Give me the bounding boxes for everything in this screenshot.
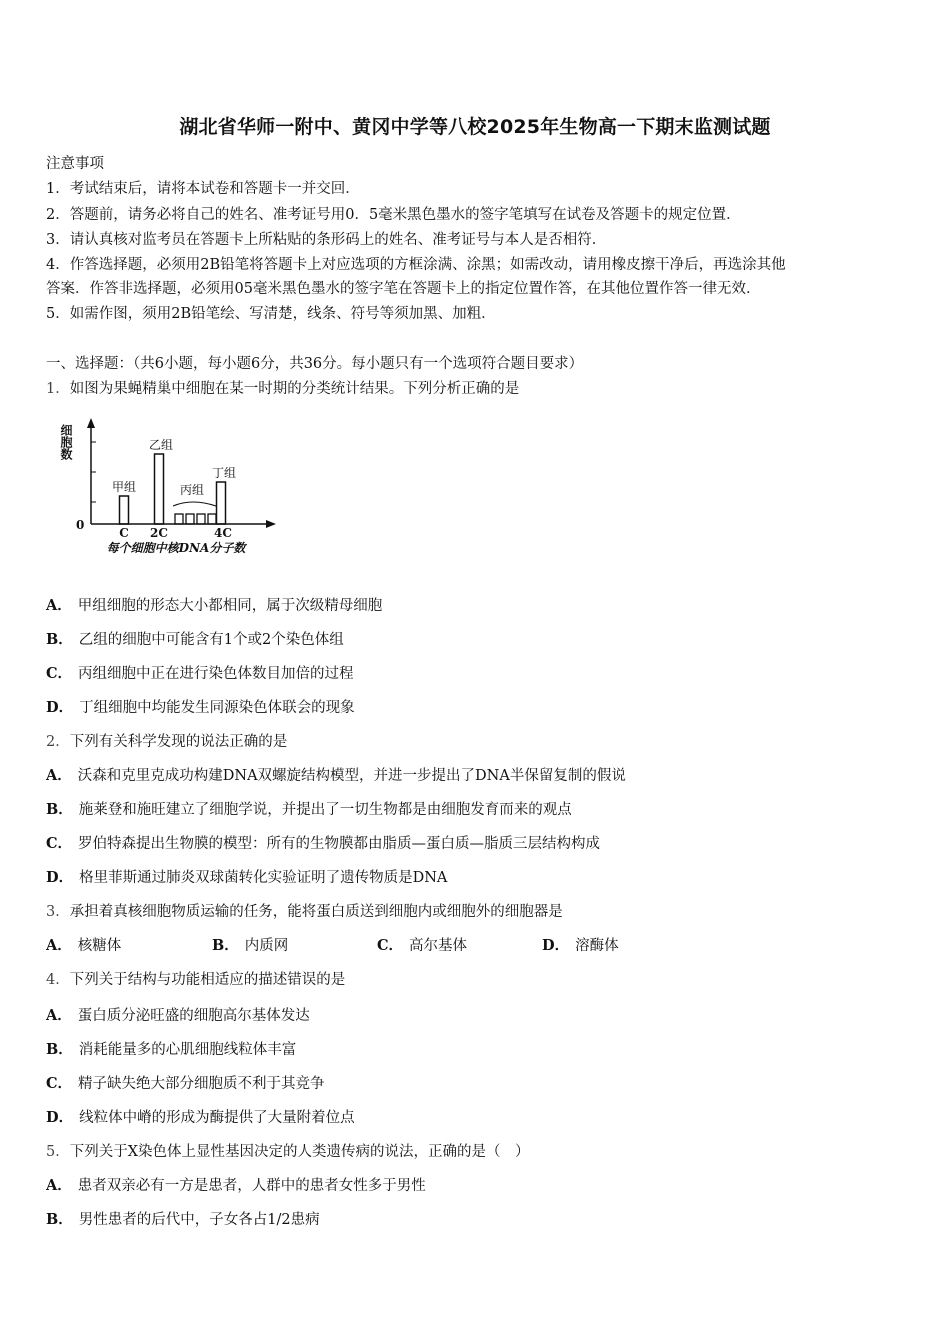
bar-bing-brace xyxy=(173,502,216,506)
option-key: A． xyxy=(46,1177,72,1194)
bar-bing xyxy=(208,514,216,524)
option-text: 施莱登和施旺建立了细胞学说，并提出了一切生物都是由细胞发育而来的观点 xyxy=(78,802,572,818)
option-key: B． xyxy=(46,801,73,818)
section-heading: 一、选择题：（共6小题，每小题6分，共36分。每小题只有一个选项符合题目要求） xyxy=(46,356,584,372)
option-key: B． xyxy=(46,1211,73,1228)
option-key: C． xyxy=(46,665,73,682)
option-text: 格里菲斯通过肺炎双球菌转化实验证明了遗传物质是DNA xyxy=(79,870,448,886)
option-text: 高尔基体 xyxy=(409,938,468,954)
option-text: 消耗能量多的心肌细胞线粒体丰富 xyxy=(78,1042,297,1058)
option-text: 蛋白质分泌旺盛的细胞高尔基体发达 xyxy=(77,1008,310,1024)
option-text: 甲组细胞的形态大小都相同，属于次级精母细胞 xyxy=(77,598,383,614)
option-key: B． xyxy=(212,937,239,954)
q2-option-b xyxy=(46,798,572,819)
question-number: 5． xyxy=(46,1144,70,1160)
x-axis-arrow xyxy=(266,520,276,528)
option-key: A． xyxy=(46,767,72,784)
bar-label-bing: 丙组 xyxy=(179,483,205,497)
option-key: A． xyxy=(46,597,72,614)
option-text: 患者双亲必有一方是患者，人群中的患者女性多于男性 xyxy=(77,1178,426,1194)
option-key: D． xyxy=(542,937,570,954)
option-key: D． xyxy=(46,869,74,886)
x-axis-label: 每个细胞中核DNA分子数 xyxy=(106,541,246,555)
q5-option-a xyxy=(46,1174,426,1195)
q3-option-a xyxy=(46,934,121,955)
bar-label-ding: 丁组 xyxy=(211,466,237,480)
option-key: A． xyxy=(46,937,72,954)
x-tick-label: 4C xyxy=(214,526,232,540)
cell-count-bar-chart xyxy=(58,412,298,562)
notice-heading: 注意事项 xyxy=(46,156,104,172)
option-text: 罗伯特森提出生物膜的模型：所有的生物膜都由脂质—蛋白质—脂质三层结构构成 xyxy=(78,836,601,852)
x-tick-label: C xyxy=(119,526,129,540)
q1-option-d xyxy=(46,696,355,717)
option-key: C． xyxy=(46,1075,73,1092)
question-text: 下列有关科学发现的说法正确的是 xyxy=(69,734,288,750)
question-text: 下列关于结构与功能相适应的描述错误的是 xyxy=(69,972,346,988)
question-5-stem xyxy=(46,1140,530,1161)
q5-option-b xyxy=(46,1208,320,1229)
question-text: 承担着真核细胞物质运输的任务，能将蛋白质送到细胞内或细胞外的细胞器是 xyxy=(69,904,563,920)
option-key: D． xyxy=(46,1109,74,1126)
notice-item-4-cont: 答案．作答非选择题，必须用05毫米黑色墨水的签字笔在答题卡上的指定位置作答，在其他位置作答一律无效． xyxy=(46,281,761,297)
option-key: B． xyxy=(46,1041,73,1058)
option-key: A． xyxy=(46,1007,72,1024)
q4-option-c xyxy=(46,1072,325,1093)
q2-option-d xyxy=(46,866,447,887)
notice-item-1: 1．考试结束后，请将本试卷和答题卡一并交回． xyxy=(46,181,360,197)
question-text: 下列关于X染色体上显性基因决定的人类遗传病的说法，正确的是（ ） xyxy=(69,1144,530,1160)
q3-option-b xyxy=(212,934,288,955)
question-number: 1． xyxy=(46,381,70,397)
option-text: 男性患者的后代中，子女各占1/2患病 xyxy=(78,1212,320,1228)
option-text: 内质网 xyxy=(244,938,289,954)
option-key: C． xyxy=(377,937,404,954)
question-2-stem xyxy=(46,730,287,751)
origin-label: 0 xyxy=(76,518,85,532)
bar-bing xyxy=(197,514,205,524)
question-number: 3． xyxy=(46,904,70,920)
question-number: 4． xyxy=(46,972,70,988)
q3-option-d xyxy=(542,934,619,955)
question-3-stem xyxy=(46,900,563,921)
question-number: 2． xyxy=(46,734,70,750)
q3-option-c xyxy=(377,934,467,955)
q4-option-d xyxy=(46,1106,355,1127)
option-text: 精子缺失绝大部分细胞质不利于其竞争 xyxy=(78,1076,325,1092)
notice-item-2: 2．答题前，请务必将自己的姓名、准考证号用0．5毫米黑色墨水的签字笔填写在试卷及答题卡的规定位置． xyxy=(46,207,741,223)
notice-item-4: 4．作答选择题，必须用2B铅笔将答题卡上对应选项的方框涂满、涂黑；如需改动，请用橡皮擦干净后，再选涂其他 xyxy=(46,257,786,273)
option-key: C． xyxy=(46,835,73,852)
bar-label-yi: 乙组 xyxy=(148,438,174,452)
option-text: 丙组细胞中正在进行染色体数目加倍的过程 xyxy=(78,666,354,682)
notice-item-3: 3．请认真核对监考员在答题卡上所粘贴的条形码上的姓名、准考证号与本人是否相符． xyxy=(46,232,607,248)
q2-option-a xyxy=(46,764,626,785)
question-4-stem xyxy=(46,968,345,989)
q4-option-a xyxy=(46,1004,310,1025)
option-text: 丁组细胞中均能发生同源染色体联会的现象 xyxy=(79,700,355,716)
option-text: 溶酶体 xyxy=(575,938,619,954)
bar-jia xyxy=(120,496,129,524)
bar-bing xyxy=(186,514,194,524)
question-text: 如图为果蝇精巢中细胞在某一时期的分类统计结果。下列分析正确的是 xyxy=(69,381,520,397)
bar-ding xyxy=(217,482,226,524)
y-axis-label: 细胞数 xyxy=(59,424,73,460)
y-axis-arrow xyxy=(87,418,95,428)
bar-label-jia: 甲组 xyxy=(111,480,137,494)
page-title: 湖北省华师一附中、黄冈中学等八校2025年生物高一下期末监测试题 xyxy=(179,116,771,138)
q1-option-b xyxy=(46,628,344,649)
bar-bing xyxy=(175,514,183,524)
q4-option-b xyxy=(46,1038,296,1059)
notice-item-5: 5．如需作图，须用2B铅笔绘、写清楚，线条、符号等须加黑、加粗． xyxy=(46,306,496,322)
option-text: 乙组的细胞中可能含有1个或2个染色体组 xyxy=(78,632,344,648)
option-key: B． xyxy=(46,631,73,648)
x-tick-label: 2C xyxy=(150,526,168,540)
q1-option-c xyxy=(46,662,354,683)
option-text: 核糖体 xyxy=(77,938,122,954)
option-key: D． xyxy=(46,699,74,716)
option-text: 线粒体中嵴的形成为酶提供了大量附着位点 xyxy=(79,1110,355,1126)
q1-option-a xyxy=(46,594,382,615)
q2-option-c xyxy=(46,832,600,853)
question-1-stem xyxy=(46,377,519,398)
bar-yi xyxy=(155,454,164,524)
option-text: 沃森和克里克成功构建DNA双螺旋结构模型，并进一步提出了DNA半保留复制的假说 xyxy=(77,768,626,784)
